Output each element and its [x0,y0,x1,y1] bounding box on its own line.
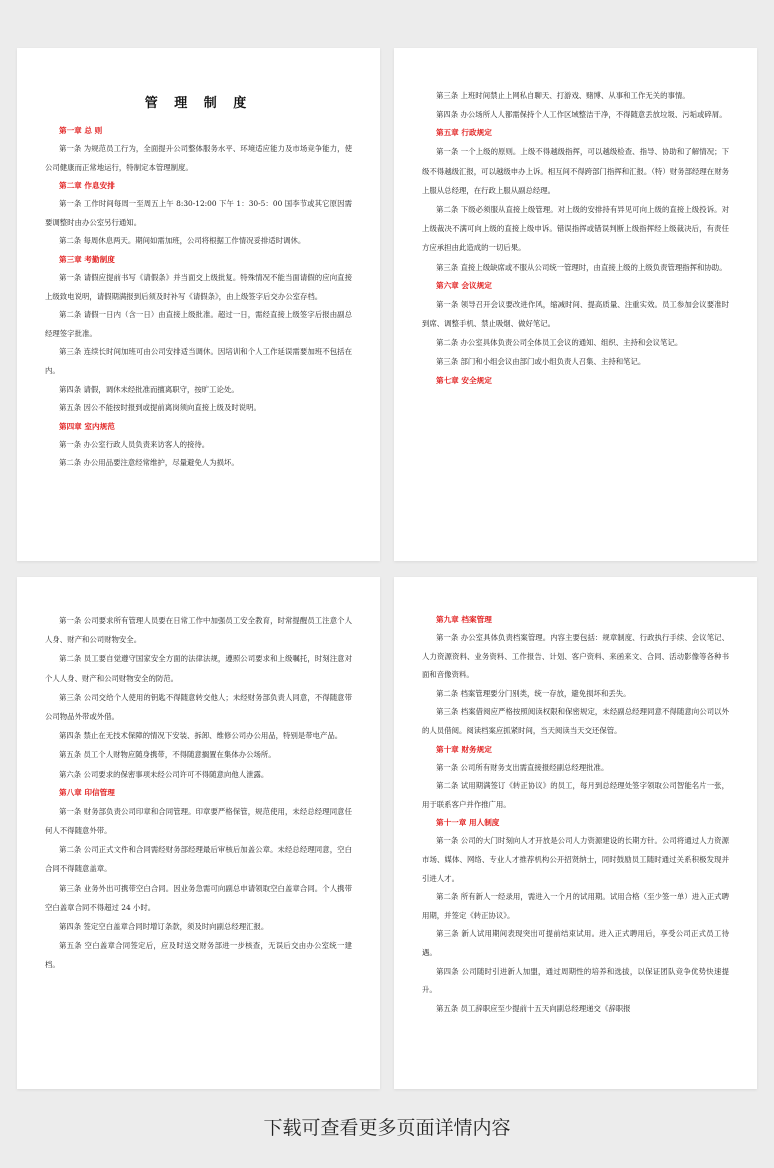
chapter-heading: 第四章 室内规范 [59,421,115,431]
article-paragraph: 第四条 公司随时引进新人加盟，通过周期性的培养和选拔，以保证团队竞争优势快速提升。 [422,966,729,995]
article-paragraph: 第五条 因公不能按时报到或提前离岗须向直接上级及时说明。 [59,403,261,413]
article-paragraph: 第一条 财务部负责公司印章和合同管理。印章要严格保管，规范使用，未经总经理同意任何人不得随意外带。 [45,806,352,836]
article-paragraph: 第三条 业务外出可携带空白合同。因业务急需可向副总申请领取空白盖章合同。个人携带空白盖章合同不得超过 24 小时。 [45,883,352,912]
chapter-heading: 第一章 总 则 [59,126,103,135]
chapter-heading: 第七章 安全规定 [436,375,492,385]
article-paragraph: 第四条 请假，调休未经批准而擅离职守，按旷工论处。 [59,384,239,394]
chapter-heading: 第六章 会议规定 [436,280,492,290]
article-paragraph: 第四条 禁止在无技术保障的情况下安装、拆卸、维修公司办公用品，特别是带电产品。 [59,731,343,741]
page-body [45,122,352,473]
article-paragraph: 第三条 连续长时间加班可由公司安排适当调休。因培训和个人工作延误需要加班不包括在内。 [45,347,352,375]
article-paragraph: 第一条 公司要求所有管理人员要在日常工作中加强员工安全教育，时常提醒员工注意个人人身、财产和公司财物安全。 [45,616,352,645]
article-paragraph: 第二条 所有新人一经录用，需进入一个月的试用期。试用合格（至少签一单）进入正式聘用期，并签定《转正协议》。 [422,892,729,920]
article-paragraph: 第一条 为规范员工行为，全面提升公司整体服务水平、环境适应能力及市场竞争能力，使公司健康而正常地运行，特制定本管理制度。 [45,144,352,172]
page-body [422,611,729,1018]
chapter-heading: 第五章 行政规定 [436,128,492,138]
article-paragraph: 第五条 空白盖章合同签定后，应及时送交财务部进一步核查，无误后交由办公室统一建档。 [45,941,352,970]
article-paragraph: 第二条 每周休息两天。期间如需加班，公司将根据工作情况妥排适时调休。 [59,236,306,246]
article-paragraph: 第三条 上班时间禁止上网私自聊天、打游戏、赌博、从事和工作无关的事情。 [436,91,690,100]
article-paragraph: 第一条 办公室行政人员负责来访客人的接待。 [59,439,210,449]
article-paragraph: 第一条 公司所有财务支出需直接报经副总经理批准。 [436,762,609,772]
article-paragraph: 第二条 请假一日内（含一日）由直接上级批准。超过一日，需经直接上级签字后报由副总经理签字批准。 [45,310,352,338]
document-title: 管 理 制 度 [144,96,253,111]
article-paragraph: 第五条 员工辞职应至少提前十五天向副总经理递交《辞职报 [436,1003,631,1013]
chapter-heading: 第十一章 用人制度 [436,818,500,828]
article-paragraph: 第三条 直接上级缺席或不服从公司统一管理时，由直接上级的上级负责管理指挥和协助。 [436,262,727,272]
article-paragraph: 第一条 工作时间每周一至周五上午 8:30-12:00 下午 1：30-5：00 国李节或其它原因需要调整时由办公室另行通知。 [45,199,352,227]
article-paragraph: 第五条 员工个人财物应随身携带，不得随意搁置在集体办公场所。 [59,750,276,760]
chapter-heading: 第二章 作息安排 [59,181,115,191]
article-paragraph: 第一条 办公室具体负责档案管理。内容主要包括：规章制度、行政执行手续、会议笔记、人力资源资料、业务资料、工作报告、计划、客户资料、来函来文、合同、活动影像等各种书面和音像资料。 [422,633,729,680]
chapter-heading: 第三章 考勤制度 [59,254,115,264]
article-paragraph: 第四条 签定空白盖章合同时增订条款，须及时向副总经理汇报。 [59,922,269,932]
article-paragraph: 第二条 下级必须服从直接上级管理。对上级的安排持有异见可向上级的直接上级投诉。对上级裁决不满可向上级的直接上级申诉。错误指挥或错误判断上级指挥经上级裁决后，有责任方应承担由此造成的一切后果。 [422,205,729,253]
article-paragraph: 第三条 档案借阅应严格按照阅读权限和保密规定，未经副总经理同意不得随意向公司以外的人员借阅。阅读档案应抓紧时间，当天阅读当天交还保管。 [422,707,729,735]
article-paragraph: 第一条 领导召开会议要改进作风，缩减时间、提高质量、注重实效。员工参加会议要准时到席、调整手机、禁止吸烟、做好笔记。 [422,299,729,329]
download-more-caption[interactable]: 下载可查看更多页面详情内容 [263,1117,511,1139]
chapter-heading: 第八章 印信管理 [59,787,115,797]
article-paragraph: 第二条 档案管理要分门别类，统一存放，避免损坏和丢失。 [436,688,631,698]
article-paragraph: 第三条 公司交给个人使用的钥匙不得随意转交他人；未经财务部负责人同意，不得随意带公司物品外带或外借。 [45,692,352,722]
chapter-heading: 第九章 档案管理 [436,615,492,624]
article-paragraph: 第一条 请假应提前书写《请假条》并当面交上级批复。特殊情况不能当面请假的应向直接上级致电说明，请假期满报到后须及时补写《请假条》，由上级签字后交办公室存档。 [45,272,352,301]
article-paragraph: 第二条 办公用品要注意经常维护，尽量避免人为损坏。 [59,458,239,468]
article-paragraph: 第一条 公司的大门时刻向人才开放是公司人力资源建设的长期方针。公司将通过人力资源市场、媒体、网络、专业人才推荐机构公开招贤纳士，同时鼓励员工随时通过关系积极发现并引进人才。 [422,836,729,883]
document-page-4 [394,577,757,1089]
article-paragraph: 第三条 部门和小组会议由部门或小组负责人召集、主持和笔记。 [436,357,646,367]
document-page-2 [394,48,757,561]
page-body [45,611,352,975]
article-paragraph: 第二条 公司正式文件和合同需经财务部经理最后审核后加盖公章。未经总经理同意，空白合同不得随意盖章。 [45,845,352,874]
article-paragraph: 第二条 办公室具体负责公司全体员工会议的通知、组织、主持和会议笔记。 [436,338,683,348]
article-paragraph: 第三条 新人试用期间表现突出可提前结束试用。进入正式聘用后，享受公司正式员工待遇。 [422,929,729,957]
page-body [422,86,729,390]
document-page-1 [17,48,380,561]
article-paragraph: 第四条 办公场所人人都需保持个人工作区域整洁干净，不得随意丢放垃圾、污垢或碎屑。 [436,110,727,120]
document-page-3 [17,577,380,1089]
article-paragraph: 第六条 公司要求的保密事项未经公司许可不得随意向他人泄露。 [59,769,269,779]
article-paragraph: 第一条 一个上级的原则。上级不得越级指挥，可以越级检查、指导、协助和了解情况；下级不得越级汇报，可以越级申办上诉。相互间不得跨部门指挥和汇报。（特）财务部经理在财务上服从总经理，在行政上服从副总经理。 [422,147,729,195]
chapter-heading: 第十章 财务规定 [436,744,492,754]
article-paragraph: 第二条 员工要自觉遵守国家安全方面的法律法规，遵照公司要求和上级嘱托，时刻注意对个人人身、财产和公司财物安全的防范。 [45,654,352,683]
article-paragraph: 第二条 试用期满签订《转正协议》的员工，每月到总经理处签字领取公司智能名片一张，用于联系客户并作推广用。 [422,781,729,809]
